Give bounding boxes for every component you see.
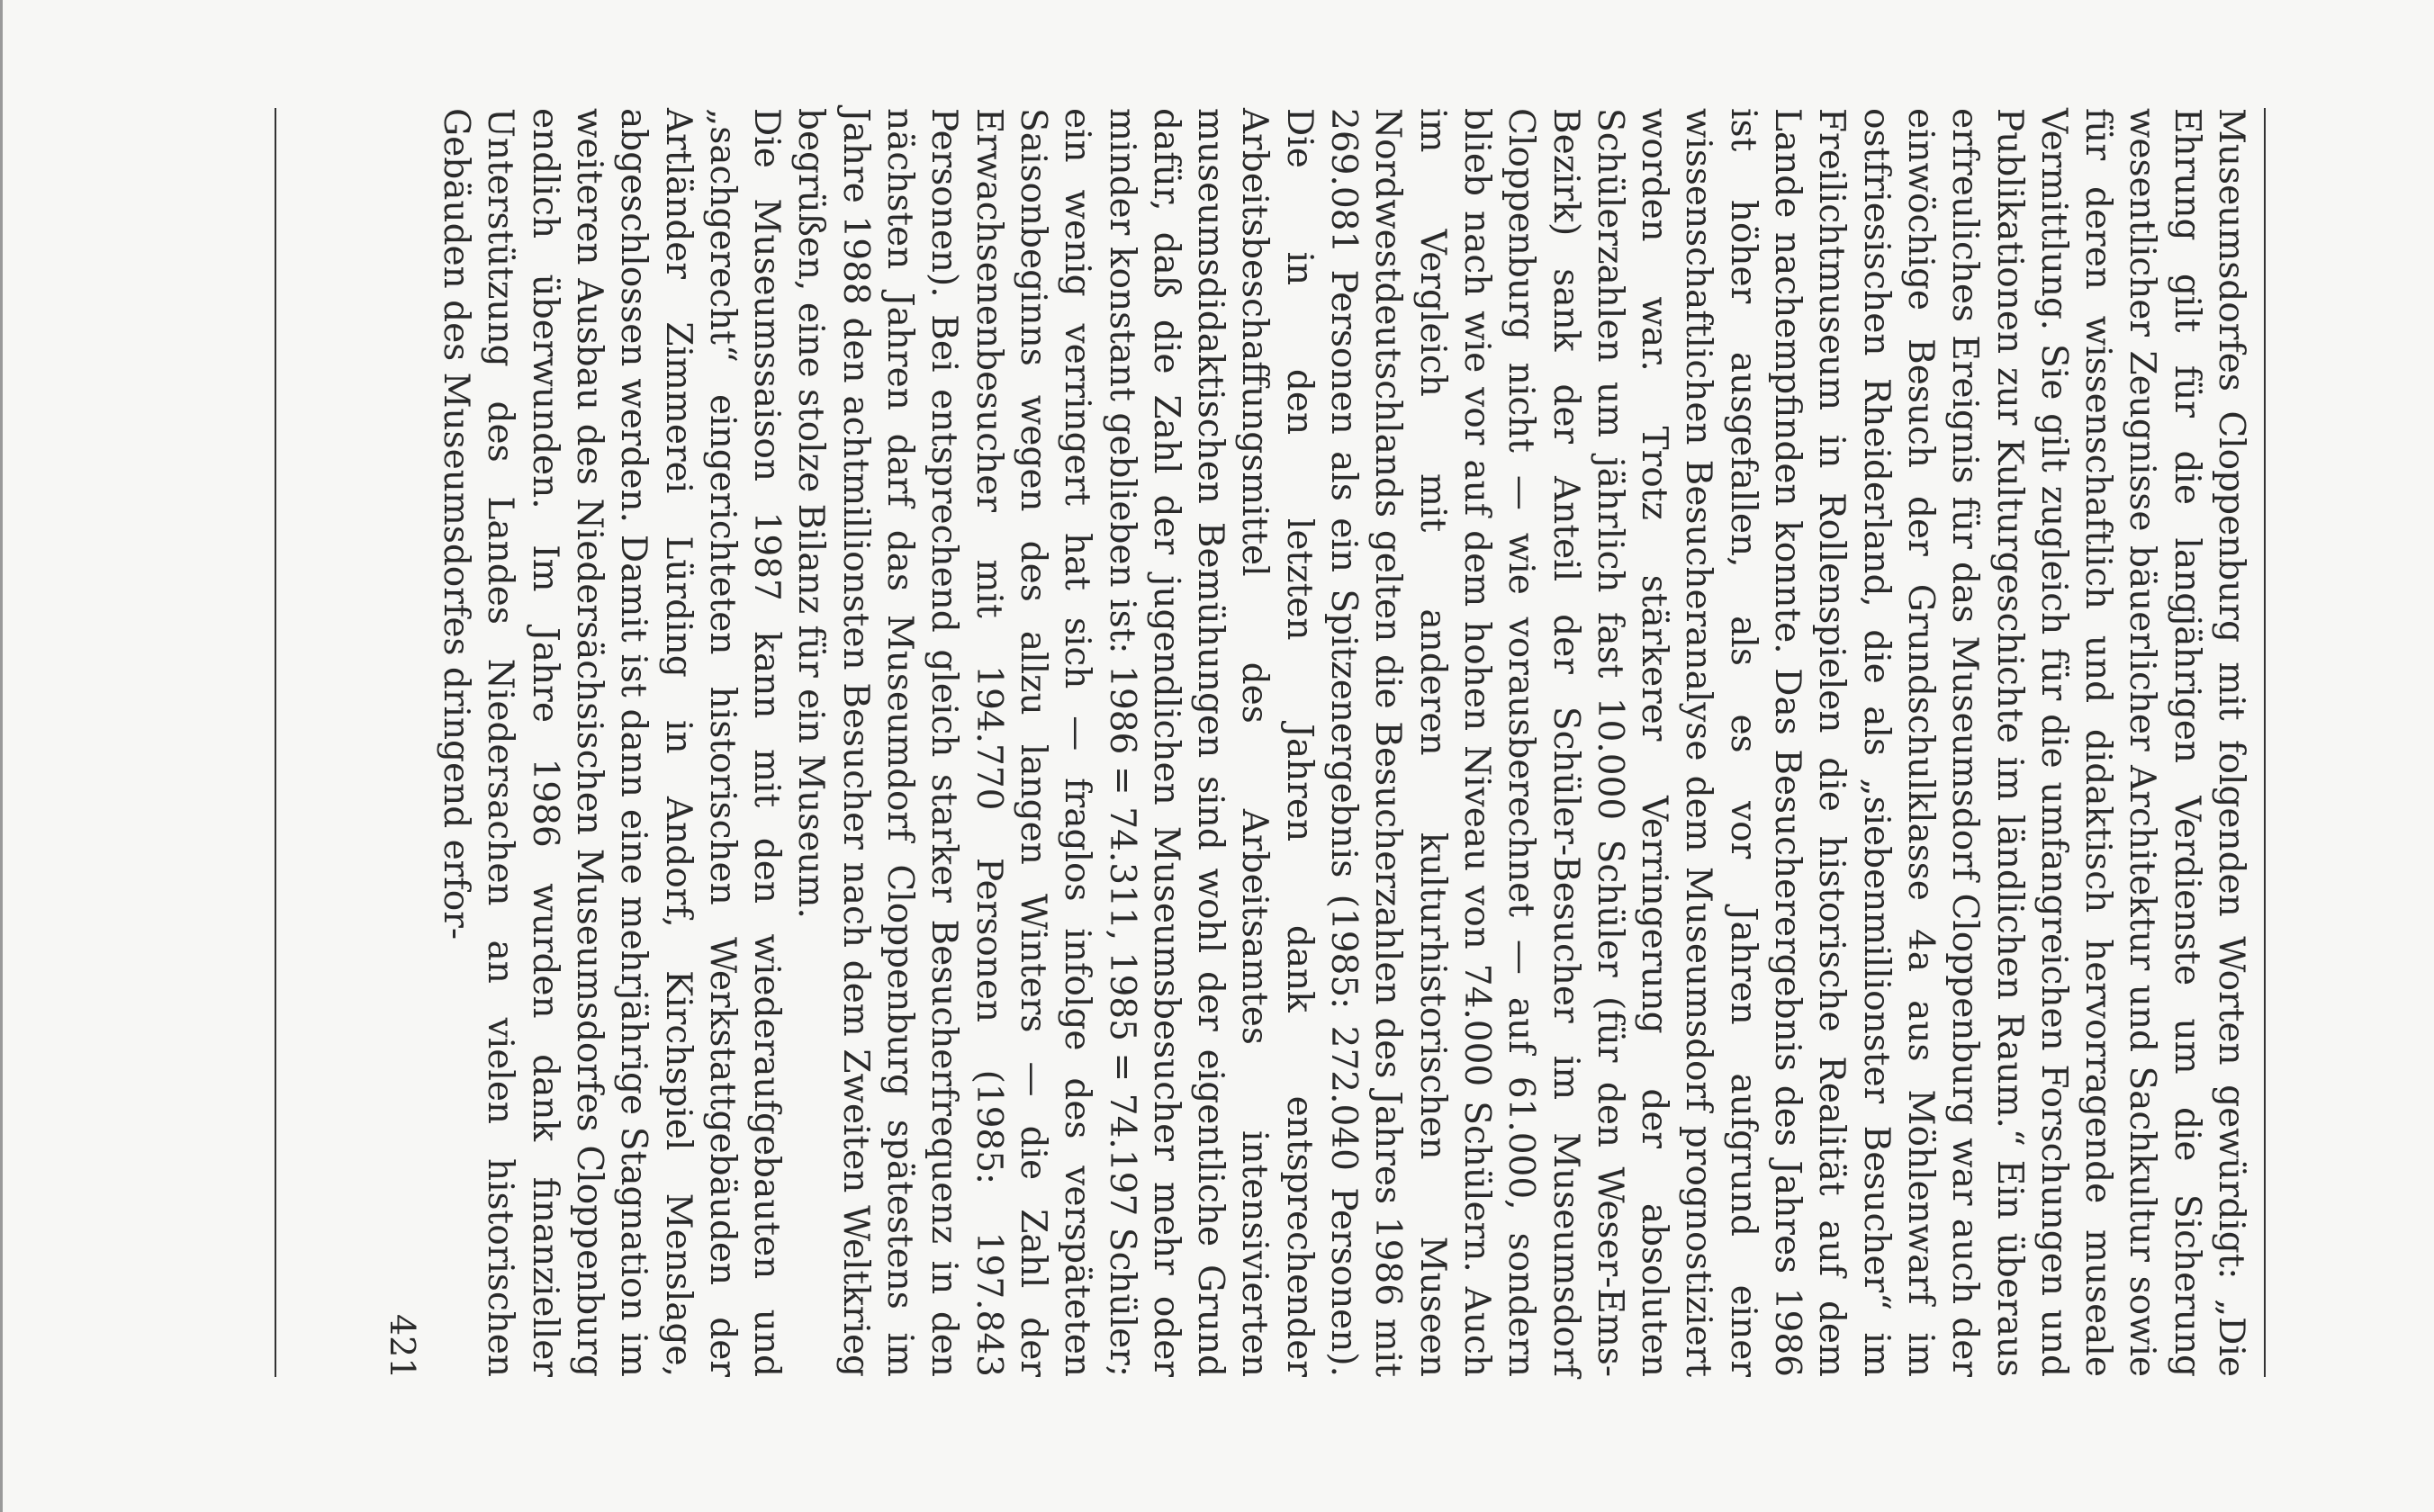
- paragraph-2: Die Museumssaison 1987 kann mit den wiederaufgebauten und „sachgerecht“ eingerichteten historischen Werkstattgebäuden der Artländer Zimmerei Lürding in Andorf, Kirchspiel Menslage, abgeschlossen werden. Damit ist dann eine mehrjährige Stagnation im weiteren Ausbau des Niedersächsischen Museumsdorfes Cloppenburg endlich überwunden. Im Jahre 1986 wurden dank finanzieller Unterstützung des Landes Niedersachen an vielen historischen Gebäuden des Museumsdorfes dringend erfor-: [436, 108, 788, 1377]
- page-number: 421: [383, 1314, 422, 1380]
- rotated-text-column: [249, 108, 2266, 1380]
- scan-edge-line: [0, 0, 3, 1512]
- bottom-rule: [275, 108, 276, 1377]
- paragraph-1: Museumsdorfes Cloppenburg mit folgenden Worten gewürdigt: „Die Ehrung gilt für die langjährigen Verdienste um die Sicherung wesentlicher Zeugnisse bäuerlicher Architektur und Sachkultur sowie für deren wissenschaftlich und didaktisch hervorragende museale Vermittlung. Sie gilt zugleich für die umfangreichen Forschungen und Publikationen zur Kulturgeschichte im ländlichen Raum.“ Ein überaus erfreuliches Ereignis für das Museumsdorf Cloppenburg war auch der einwöchige Besuch der Grundschulklasse 4a aus Möhlenwarf im ostfriesischen Rheiderland, die als „siebenmillionster Besucher“ im Freilichtmuseum in Rollenspielen die historische Realität auf dem Lande nachempfinden konnte. Das Besucherergebnis des Jahres 1986 ist höher ausgefallen, als es vor Jahren aufgrund einer wissenschaftlichen Besucheranalyse dem Museumsdorf prognostiziert worden war. Trotz stärkerer Verringerung der absoluten Schülerzahlen um jährlich fast 10.000 Schüler (für den Weser-Ems-Bezirk) sank der Anteil der Schüler-Besucher im Museumsdorf Cloppenburg nicht — wie vorausberechnet — auf 61.000, sondern blieb nach wie vor auf dem hohen Niveau von 74.000 Schülern. Auch im Vergleich mit anderen kulturhistorischen Museen Nordwestdeutschlands gelten die Besucherzahlen des Jahres 1986 mit 269.081 Personen als ein Spitzenergebnis (1985: 272.040 Personen). Die in den letzten Jahren dank entsprechender Arbeitsbeschaffungsmittel des Arbeitsamtes intensivierten museumsdidaktischen Bemühungen sind wohl der eigentliche Grund dafür, daß die Zahl der jugendlichen Museumsbesucher mehr oder minder konstant geblieben ist: 1986 = 74.311, 1985 = 74.197 Schüler; ein wenig verringert hat sich — fraglos infolge des verspäteten Saisonbeginns wegen des allzu langen Winters — die Zahl der Erwachsenenbesucher mit 194.770 Personen (1985: 197.843 Personen). Bei entsprechend gleich starker Besucherfrequenz in den nächsten Jahren darf das Museumdorf Cloppenburg spätestens im Jahre 1988 den achtmillionsten Besucher nach dem Zweiten Weltkrieg begrüßen, eine stolze Bilanz für ein Museum.: [790, 108, 2251, 1377]
- body-text: [434, 108, 2253, 1377]
- top-rule: [2264, 108, 2266, 1377]
